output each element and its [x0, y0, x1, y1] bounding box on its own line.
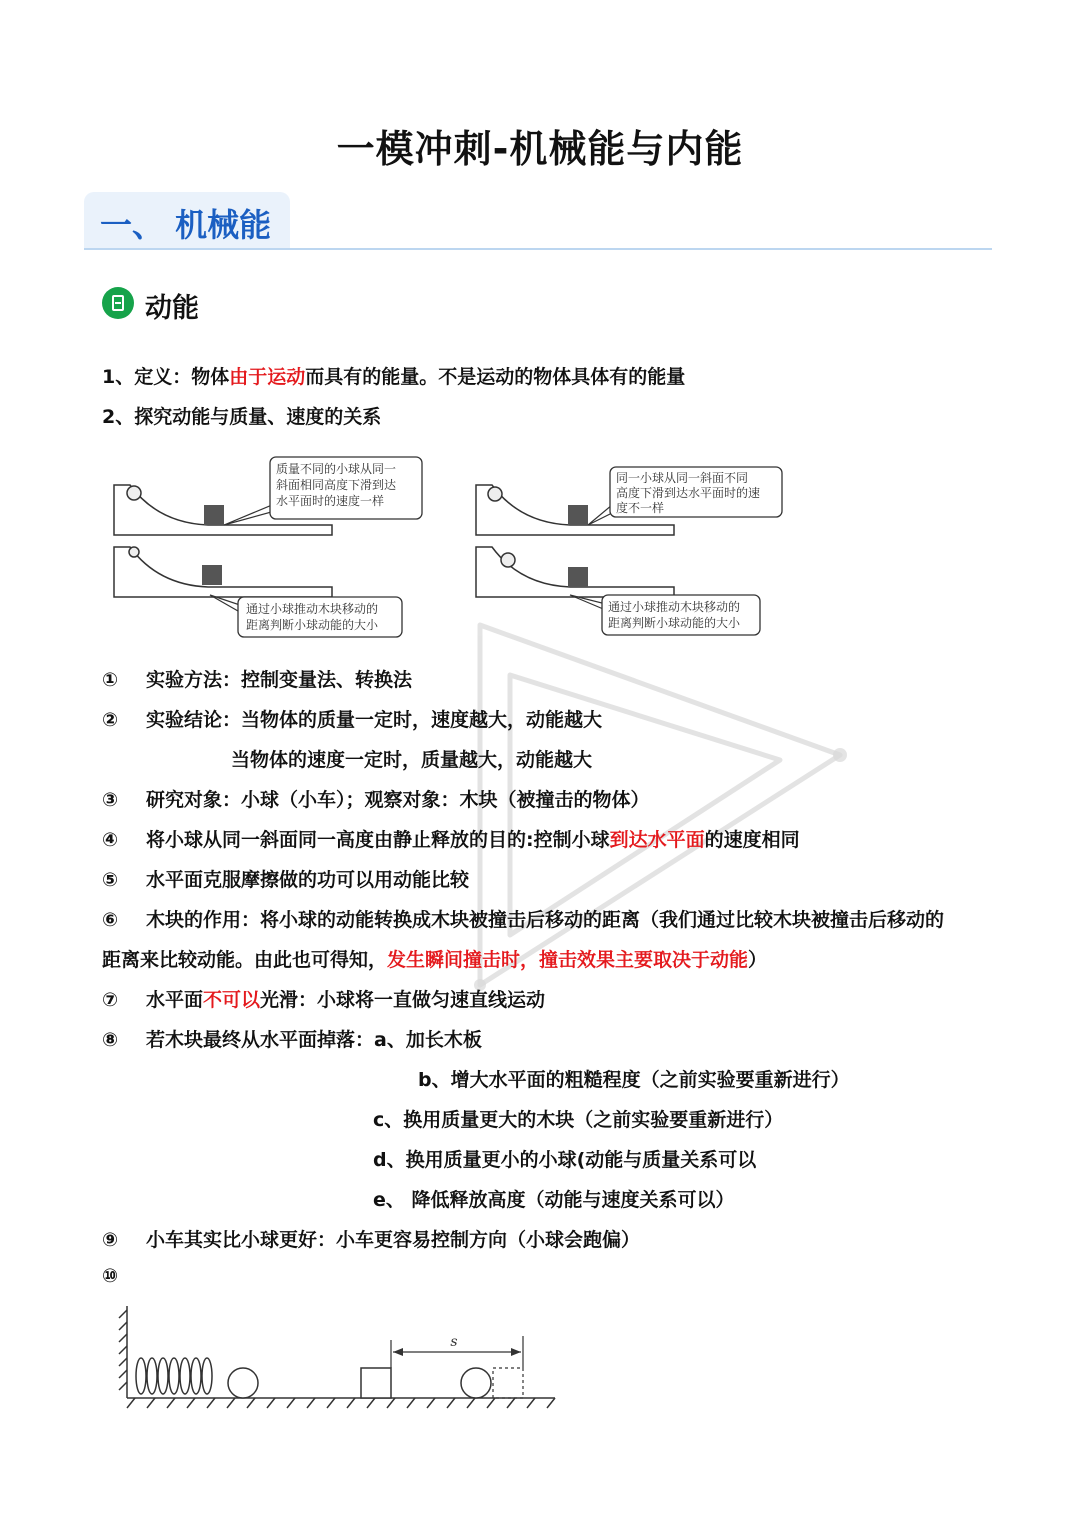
conclusion-item-8b: b、增大水平面的粗糙程度（之前实验要重新进行）	[418, 1069, 850, 1091]
item-text-1: 实验方法：控制变量法、转换法	[146, 669, 413, 691]
section-title: 一、 机械能	[100, 206, 272, 244]
conclusion-item-8e: e、 降低释放高度（动能与速度关系可以）	[373, 1189, 735, 1211]
item-text-4a: 将小球从同一斜面同一高度由静止释放的目的:控制小球	[146, 829, 610, 851]
item-text-3: 研究对象：小球（小车）；观察对象：木块（被撞击的物体）	[146, 789, 650, 811]
callout-right-bottom-line1: 通过小球推动木块移动的	[608, 600, 741, 614]
item-number-4: ④	[102, 829, 119, 851]
callout-left-top-line1: 质量不同的小球从同一	[276, 462, 397, 476]
callout-pointer-left-top	[224, 505, 275, 525]
left-bottom-ramp	[114, 547, 332, 597]
item-text-7a: 水平面	[146, 989, 204, 1011]
callout-right-top-line2: 高度下滑到达水平面时的速	[616, 486, 761, 500]
conclusion-item-7	[102, 985, 545, 1012]
item-text-6b-a: 距离来比较动能。由此也可得知，	[102, 949, 388, 971]
item-text-6: 木块的作用：将小球的动能转换成木块被撞击后移动的距离（我们通过比较木块被撞击后移动的	[146, 909, 945, 931]
item-number-5: ⑤	[102, 869, 119, 891]
item-highlight-7: 不可以	[203, 989, 261, 1011]
ball-left-top	[127, 486, 141, 500]
conclusion-item-1	[102, 665, 412, 692]
block-start	[361, 1368, 391, 1398]
definition-text-c: 而具有的能量。不是运动的物体具体有的能量	[305, 366, 686, 388]
conclusion-item-2	[102, 705, 602, 732]
conclusion-item-6	[102, 905, 944, 932]
callout-right-top-line3: 度不一样	[616, 501, 665, 515]
definition-line	[102, 362, 685, 389]
conclusion-item-8c: c、换用质量更大的木块（之前实验要重新进行）	[373, 1109, 784, 1131]
block-right-top	[568, 505, 588, 525]
spring	[136, 1358, 212, 1394]
ball-start	[228, 1368, 258, 1398]
block-left-bottom	[202, 565, 222, 585]
callout-left-bottom-line2: 距离判断小球动能的大小	[246, 618, 379, 632]
callout-left-bottom-line1: 通过小球推动木块移动的	[246, 602, 379, 616]
item-text-9: 小车其实比小球更好：小车更容易控制方向（小球会跑偏）	[146, 1229, 641, 1251]
block-end-dashed	[493, 1368, 523, 1398]
ball-right-top	[488, 487, 502, 501]
item-text-5: 水平面克服摩擦做的功可以用动能比较	[146, 869, 470, 891]
conclusion-item-8	[102, 1025, 482, 1052]
conclusion-item-6-continued	[102, 945, 767, 972]
explore-heading: 2、探究动能与质量、速度的关系	[102, 406, 382, 428]
subsection-title: 动能	[145, 293, 199, 324]
item-number-2: ②	[102, 709, 119, 731]
callout-left-top-line2: 斜面相同高度下滑到达	[276, 478, 397, 492]
definition-highlight: 由于运动	[229, 366, 306, 388]
block-left-top	[204, 505, 224, 525]
wall-hatching	[119, 1306, 127, 1398]
callout-right-bottom-line2: 距离判断小球动能的大小	[608, 616, 741, 630]
section-divider	[84, 248, 992, 250]
conclusion-item-10	[102, 1265, 146, 1287]
page-title: 一模冲刺-机械能与内能	[336, 127, 744, 171]
item-number-7: ⑦	[102, 989, 119, 1011]
arrow-head-left	[393, 1348, 403, 1356]
svg-text:质量不同的小球从同一 斜面相同高度下滑到达	[276, 461, 400, 508]
item-number-3: ③	[102, 789, 119, 811]
item-number-8: ⑧	[102, 1029, 119, 1051]
item-highlight-4: 到达水平面	[609, 829, 705, 851]
item-highlight-6: 发生瞬间撞击时，撞击效果主要取决于动能	[387, 949, 749, 971]
callout-left-top-line3: 水平面时的速度一样	[276, 494, 385, 508]
arrow-head-right	[511, 1348, 521, 1356]
block-right-bottom	[568, 567, 588, 587]
conclusion-item-8d: d、换用质量更小的小球(动能与质量关系可以	[373, 1149, 757, 1171]
ball-left-bottom	[129, 547, 139, 557]
ball-end	[461, 1368, 491, 1398]
item-text-2: 实验结论：当物体的质量一定时，速度越大，动能越大	[146, 709, 603, 731]
document-icon	[102, 287, 134, 319]
ground-hatching	[127, 1398, 555, 1408]
item-text-4c: 的速度相同	[704, 829, 800, 851]
conclusion-item-4	[102, 825, 800, 852]
item-number-9: ⑨	[102, 1229, 119, 1251]
item-text-7c: 光滑：小球将一直做匀速直线运动	[260, 989, 546, 1011]
conclusion-item-3	[102, 785, 650, 812]
distance-label: s	[450, 1334, 458, 1350]
definition-text-a: 1、定义：物体	[102, 366, 230, 388]
conclusion-item-5	[102, 865, 469, 892]
spring-experiment-figure	[115, 1300, 565, 1420]
conclusion-item-2-continued: 当物体的速度一定时，质量越大，动能越大	[231, 749, 593, 771]
item-text-6b-c: ）	[748, 949, 768, 971]
callout-right-top-line1: 同一小球从同一斜面不同	[616, 471, 749, 485]
conclusion-item-9	[102, 1225, 640, 1252]
ball-right-bottom	[501, 553, 515, 567]
item-text-8: 若木块最终从水平面掉落：a、加长木板	[146, 1029, 482, 1051]
item-number-1: ①	[102, 669, 119, 691]
item-number-6: ⑥	[102, 909, 119, 931]
item-number-10: ⑩	[102, 1265, 119, 1287]
